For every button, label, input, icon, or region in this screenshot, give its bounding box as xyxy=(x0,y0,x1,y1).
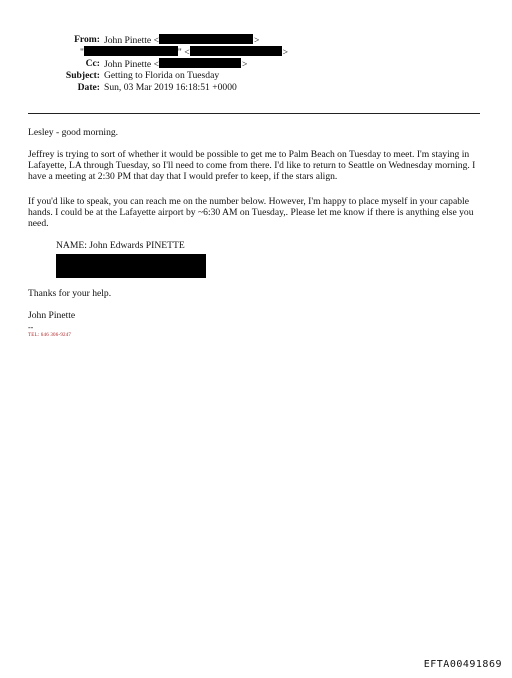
header-divider xyxy=(28,113,480,114)
from-label: From: xyxy=(74,34,100,45)
to-close: > xyxy=(282,47,289,58)
subject-value: Getting to Florida on Tuesday xyxy=(104,70,220,81)
redaction-block xyxy=(159,58,241,68)
date-label: Date: xyxy=(77,82,100,93)
to-row xyxy=(0,46,512,58)
document-id: EFTA00491869 xyxy=(423,659,502,670)
date-row xyxy=(0,82,512,94)
thanks-line: Thanks for your help. xyxy=(28,288,112,299)
redaction-block xyxy=(84,46,178,56)
cc-row xyxy=(0,58,512,70)
redaction-block xyxy=(56,254,206,278)
to-open-quote: " xyxy=(80,47,84,58)
from-row xyxy=(0,34,512,46)
phone-number: TEL: 646 306-9247 xyxy=(28,333,72,338)
signature-name: John Pinette xyxy=(28,310,76,321)
cc-close: > xyxy=(241,59,248,70)
cc-name: John Pinette < xyxy=(104,59,159,70)
signature-separator: -- xyxy=(28,323,34,332)
name-line: NAME: John Edwards PINETTE xyxy=(56,240,185,251)
subject-row xyxy=(0,70,512,82)
greeting: Lesley - good morning. xyxy=(28,127,119,138)
cc-label: Cc: xyxy=(85,58,100,69)
paragraph-2: If you'd like to speak, you can reach me on the number below. However, I'm happy to place myself in your capable hands. I could be at the Lafayette airport by ~6:30 AM on Tuesday,. Please let me know if there is anything else you need. xyxy=(28,196,474,230)
to-mid: " < xyxy=(177,47,190,58)
date-value: Sun, 03 Mar 2019 16:18:51 +0000 xyxy=(104,82,237,93)
from-close: > xyxy=(253,35,260,46)
from-name: John Pinette < xyxy=(104,35,159,46)
paragraph-1: Jeffrey is trying to sort of whether it would be possible to get me to Palm Beach on Tuesday to meet. I'm staying in Lafayette, LA through Tuesday, so I'll need to come from there. I'd like to return to Seattle on Wednesday morning. I have a meeting at 2:30 PM that day that I would prefer to keep, if the stars align. xyxy=(28,149,476,183)
redaction-block xyxy=(159,34,253,44)
subject-label: Subject: xyxy=(65,70,100,81)
redaction-block xyxy=(190,46,282,56)
